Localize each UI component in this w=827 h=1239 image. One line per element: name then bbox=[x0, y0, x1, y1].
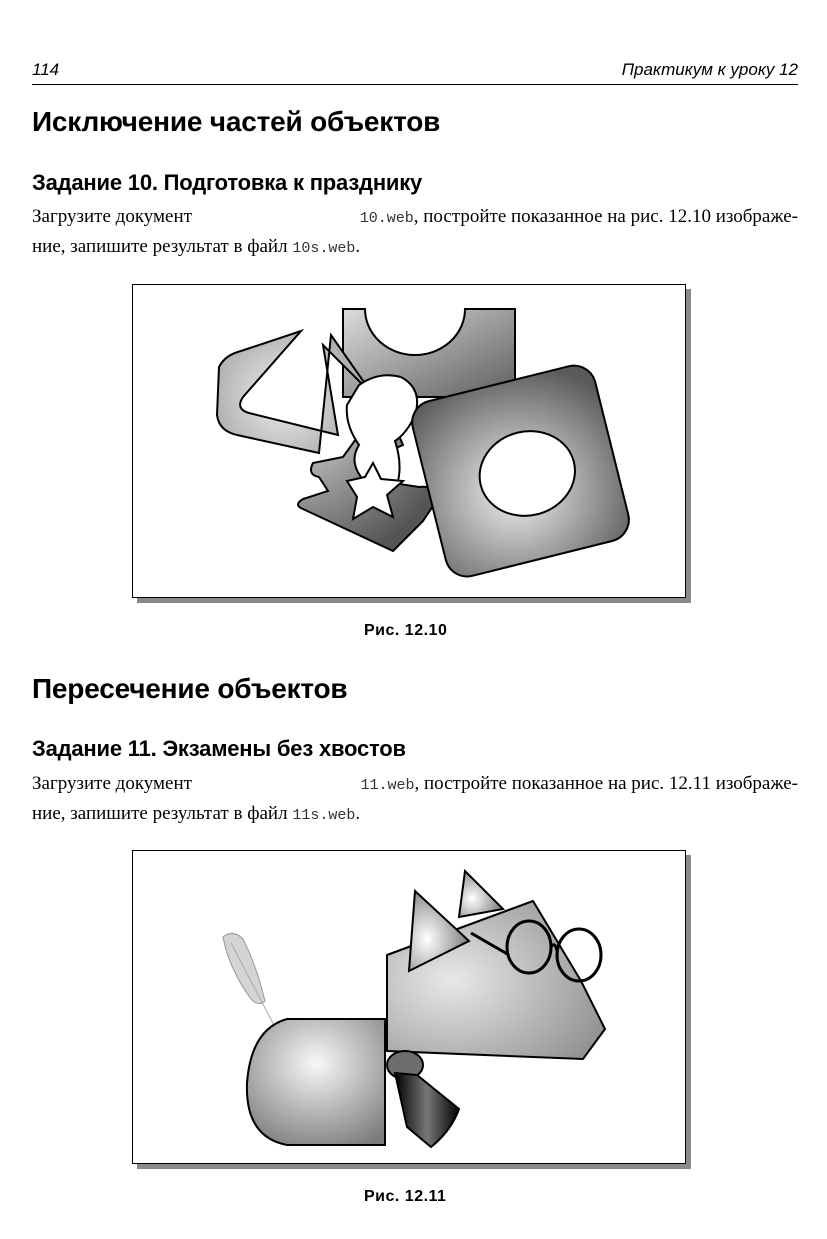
text-word: ние, запишите результат в файл bbox=[32, 236, 288, 257]
text-word: ние, запишите результат в файл bbox=[32, 803, 288, 824]
task-11-line1 bbox=[32, 770, 798, 800]
text-rest: , постройте показанное на рис. 12.10 изображе- bbox=[413, 206, 798, 227]
text-word: Загрузите документ bbox=[32, 773, 192, 794]
task-11-text bbox=[32, 770, 798, 830]
white-cutout bbox=[347, 375, 417, 487]
running-header bbox=[32, 58, 798, 85]
section-heading-intersection: Пересечение объектов bbox=[32, 673, 348, 704]
page-number: 114 bbox=[32, 60, 60, 79]
task-10-text bbox=[32, 203, 798, 263]
text-segment bbox=[360, 203, 798, 233]
task-10-line1 bbox=[32, 203, 798, 233]
text-rest: , постройте показанное на рис. 12.11 изображе- bbox=[414, 773, 798, 794]
input-filename: 11.web bbox=[360, 777, 415, 794]
output-filename: 10s.web bbox=[292, 240, 356, 257]
figure-12-11 bbox=[132, 850, 686, 1164]
task-10-line2 bbox=[32, 233, 798, 263]
text-segment bbox=[360, 770, 798, 800]
section-heading-exclusion: Исключение частей объектов bbox=[32, 106, 441, 137]
task-11-line2 bbox=[32, 800, 798, 830]
input-filename: 10.web bbox=[359, 210, 414, 227]
feather-quill bbox=[231, 943, 275, 1027]
task-10-title: Задание 10. Подготовка к празднику bbox=[32, 170, 423, 195]
task-11-title: Задание 11. Экзамены без хвостов bbox=[32, 736, 406, 761]
figure-12-10-caption: Рис. 12.10 bbox=[364, 622, 448, 639]
figure-12-11-drawing bbox=[133, 851, 685, 1163]
text-word: Загрузите документ bbox=[32, 206, 192, 227]
text-end: . bbox=[355, 236, 361, 257]
ear-right bbox=[459, 871, 503, 917]
figure-12-10 bbox=[132, 284, 686, 598]
output-filename: 11s.web bbox=[292, 807, 356, 824]
running-title: Практикум к уроку 12 bbox=[621, 60, 798, 79]
figure-12-10-drawing bbox=[133, 285, 685, 597]
figure-12-11-caption: Рис. 12.11 bbox=[364, 1188, 447, 1205]
text-end: . bbox=[355, 803, 361, 824]
body-shape bbox=[247, 1019, 385, 1145]
tie bbox=[395, 1073, 459, 1147]
